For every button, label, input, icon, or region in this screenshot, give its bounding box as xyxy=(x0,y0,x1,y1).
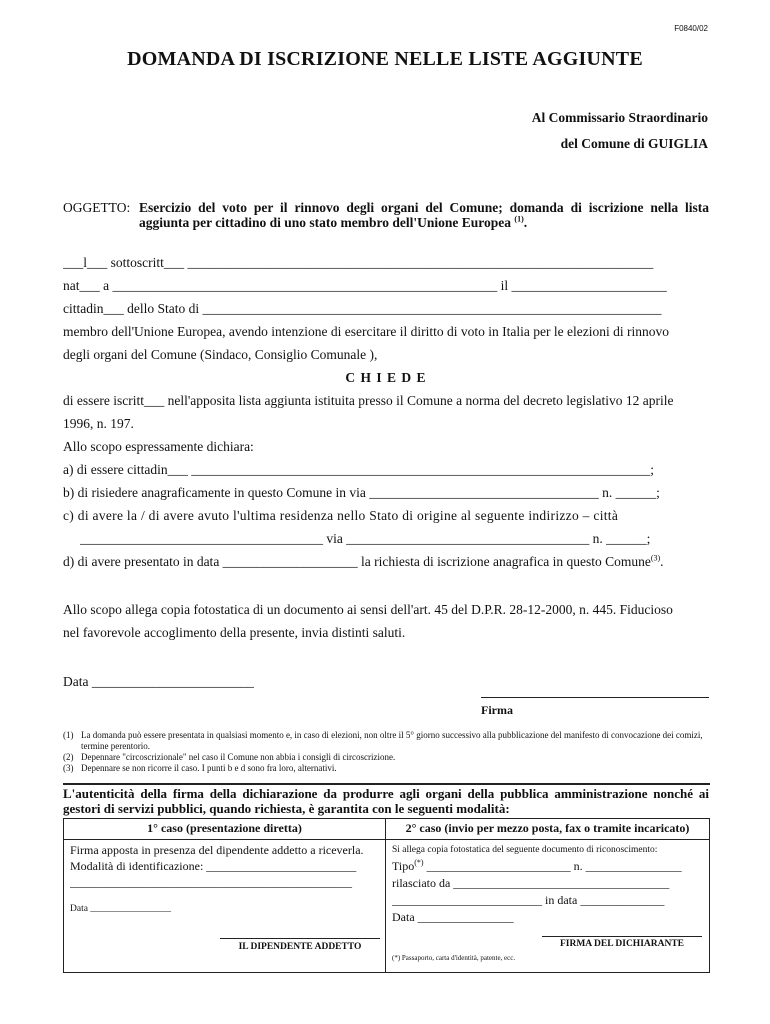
text-membro: membro dell'Unione Europea, avendo intenzione di esercitare il diritto di voto in Italia per le elezioni di rinnovo xyxy=(63,324,669,339)
identification-field[interactable]: Modalità di identificazione: _________________________ xyxy=(70,859,357,873)
employee-signature-line[interactable] xyxy=(220,938,380,939)
section-divider xyxy=(63,783,710,785)
note-ref: (1) xyxy=(514,214,524,224)
case-2-cell xyxy=(386,840,710,973)
case-2-intro: Si allega copia fotostatica del seguente documento di riconoscimento: xyxy=(392,845,658,855)
field-cittadinanza[interactable]: cittadin___ dello Stato di ____________________________________________________________________ xyxy=(63,301,662,316)
signature-label: Firma xyxy=(481,703,513,717)
oggetto-label: OGGETTO: xyxy=(63,200,131,215)
text-iscritto-2: 1996, n. 197. xyxy=(63,416,134,431)
case-1-header: 1° caso (presentazione diretta) xyxy=(64,819,386,840)
recipient-line-2: del Comune di GUIGLIA xyxy=(560,136,708,151)
footnote-2: (2) Depennare "circoscrizionale" nel caso il Comune non abbia i consigli di circoscrizione. xyxy=(63,752,396,762)
footnotes xyxy=(63,730,709,774)
document-title: DOMANDA DI ISCRIZIONE NELLE LISTE AGGIUNTE xyxy=(127,48,643,70)
document-footnote: (*) Passaporto, carta d'identità, patente, ecc. xyxy=(392,954,516,962)
declarant-signature-line[interactable] xyxy=(542,936,702,937)
item-b[interactable]: b) di risiedere anagraficamente in questo Comune in via __________________________________ n. ______; xyxy=(63,485,660,500)
oggetto-text: Esercizio del voto per il rinnovo degli organi del Comune; domanda di iscrizione nella lista aggiunta per cittadino di uno stato membro dell'Unione Europea $^{(1)}$. xyxy=(139,200,709,230)
document-type-field[interactable]: Tipo(*) ________________________ n. ________________ xyxy=(392,858,682,873)
authentication-table xyxy=(63,818,710,973)
item-c-line-2[interactable]: ____________________________________ via ____________________________________ n. ______; xyxy=(80,531,651,546)
field-nascita[interactable]: nat___ a _________________________________________________________ il _______________________ xyxy=(63,278,667,293)
item-c-line-1: c) di avere la / di avere avuto l'ultima residenza nello Stato di origine al seguente indirizzo – città xyxy=(63,508,619,523)
footnote-1: (1) La domanda può essere presentata in qualsiasi momento e, in caso di elezioni, non oltre il 5° giorno successivo alla pubblicazione del manifesto di convocazione dei comizi, termine perentorio. xyxy=(63,730,703,751)
case-1-text: Firma apposta in presenza del dipendente addetto a riceverla. xyxy=(70,843,364,857)
form-code: F0840/02 xyxy=(674,24,708,33)
issued-by-field[interactable]: rilasciato da ____________________________________ xyxy=(392,876,670,890)
item-a[interactable]: a) di essere cittadin___ ____________________________________________________________________; xyxy=(63,462,654,477)
text-allega-1: Allo scopo allega copia fotostatica di un documento ai sensi dell'art. 45 del D.P.R. 28-12-2000, n. 445. Fiducioso xyxy=(63,602,673,617)
case-1-date-field[interactable]: Data _________________ xyxy=(70,904,172,914)
declarant-signature-label: FIRMA DEL DICHIARANTE xyxy=(559,939,685,949)
case-2-date-field[interactable]: Data ________________ xyxy=(392,910,514,924)
case-1-cell xyxy=(64,840,386,973)
footnote-3: (3) Depennare se non ricorre il caso. I punti b e d sono fra loro, alternativi. xyxy=(63,763,337,773)
employee-signature-label: IL DIPENDENTE ADDETTO xyxy=(238,942,362,952)
case-2-header: 2° caso (invio per mezzo posta, fax o tramite incaricato) xyxy=(386,819,710,840)
signature-line[interactable] xyxy=(481,697,709,698)
identification-extra-field[interactable]: _______________________________________________ xyxy=(70,875,352,889)
authentication-text: L'autenticità della firma della dichiarazione da produrre agli organi della pubblica amministrazione nonché ai gestori di servizi pubblici, quando richiesta, è garantita con le seguenti modalità: xyxy=(63,786,709,816)
text-allega-2: nel favorevole accoglimento della presente, invia distinti saluti. xyxy=(63,625,406,640)
item-d[interactable]: d) di avere presentato in data ____________________ la richiesta di iscrizione anagrafica in questo Comune$^{(3)}$. xyxy=(63,553,664,569)
issue-date-field[interactable]: _________________________ in data ______________ xyxy=(392,893,665,907)
date-field[interactable]: Data ________________________ xyxy=(63,674,254,689)
note-ref: (3) xyxy=(650,553,661,563)
chiede-heading: C H I E D E xyxy=(345,370,427,385)
recipient-line-1: Al Commissario Straordinario xyxy=(531,110,708,125)
field-sottoscritto[interactable]: ___l___ sottoscritt___ _____________________________________________________________________ xyxy=(63,255,654,270)
note-ref: (*) xyxy=(414,858,424,867)
text-dichiara: Allo scopo espressamente dichiara: xyxy=(63,439,254,454)
text-iscritto-1: di essere iscritt___ nell'apposita lista aggiunta istituita presso il Comune a norma del decreto legislativo 12 aprile xyxy=(63,393,674,408)
text-organi: degli organi del Comune (Sindaco, Consiglio Comunale ), xyxy=(63,347,378,362)
